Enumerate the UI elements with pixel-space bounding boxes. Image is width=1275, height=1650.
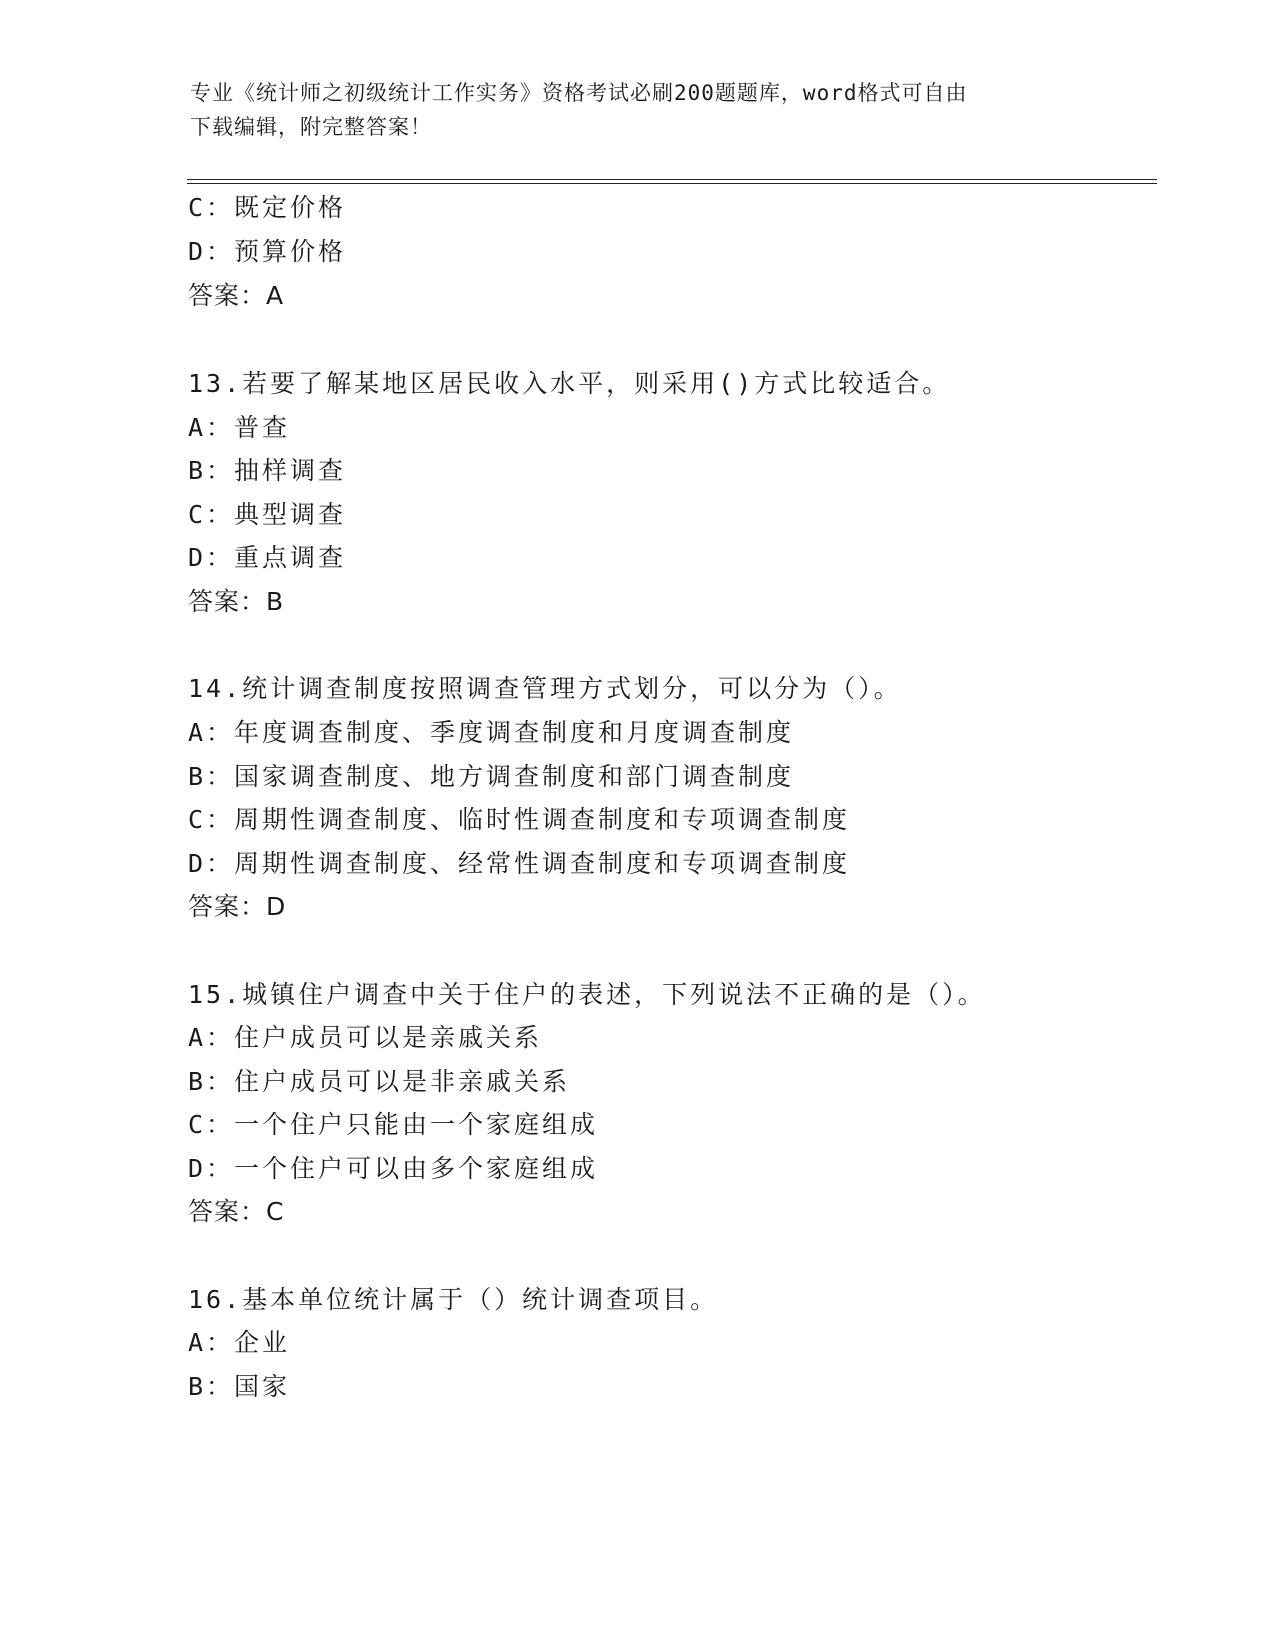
q16-question: 16.基本单位统计属于（）统计调查项目。 — [188, 1285, 719, 1314]
q16-option-a: A：企业 — [188, 1328, 291, 1357]
header-divider-bottom — [187, 183, 1157, 184]
header-line-2: 下载编辑，附完整答案！ — [190, 115, 432, 139]
q15-question: 15.城镇住户调查中关于住户的表述，下列说法不正确的是（）。 — [188, 980, 986, 1009]
q14-option-b: B：国家调查制度、地方调查制度和部门调查制度 — [188, 762, 795, 791]
q15-option-d: D：一个住户可以由多个家庭组成 — [188, 1154, 599, 1183]
document-header — [190, 76, 1070, 144]
q14-option-a: A：年度调查制度、季度调查制度和月度调查制度 — [188, 718, 795, 747]
q16-option-b: B：国家 — [188, 1372, 291, 1401]
q12-answer: 答案：A — [188, 281, 285, 310]
q12-option-c: C：既定价格 — [188, 193, 347, 222]
q15-option-a: A：住户成员可以是亲戚关系 — [188, 1023, 543, 1052]
q14-question: 14.统计调查制度按照调查管理方式划分，可以分为（）。 — [188, 674, 902, 703]
q12-option-d: D：预算价格 — [188, 237, 347, 266]
q13-option-d: D：重点调查 — [188, 543, 347, 572]
q13-option-c: C：典型调查 — [188, 500, 347, 529]
q14-answer: 答案：D — [188, 892, 287, 921]
q15-answer: 答案：C — [188, 1197, 285, 1226]
header-line-1: 专业《统计师之初级统计工作实务》资格考试必刷200题题库，word格式可自由 — [190, 81, 968, 105]
q13-option-b: B：抽样调查 — [188, 456, 347, 485]
q13-option-a: A：普查 — [188, 413, 291, 442]
q14-option-d: D：周期性调查制度、经常性调查制度和专项调查制度 — [188, 849, 851, 878]
q13-answer: 答案：B — [188, 587, 285, 616]
q15-option-b: B：住户成员可以是非亲戚关系 — [188, 1067, 571, 1096]
header-divider-top — [187, 179, 1157, 180]
q13-question: 13.若要了解某地区居民收入水平，则采用()方式比较适合。 — [188, 369, 951, 398]
q15-option-c: C：一个住户只能由一个家庭组成 — [188, 1110, 599, 1139]
q14-option-c: C：周期性调查制度、临时性调查制度和专项调查制度 — [188, 805, 851, 834]
